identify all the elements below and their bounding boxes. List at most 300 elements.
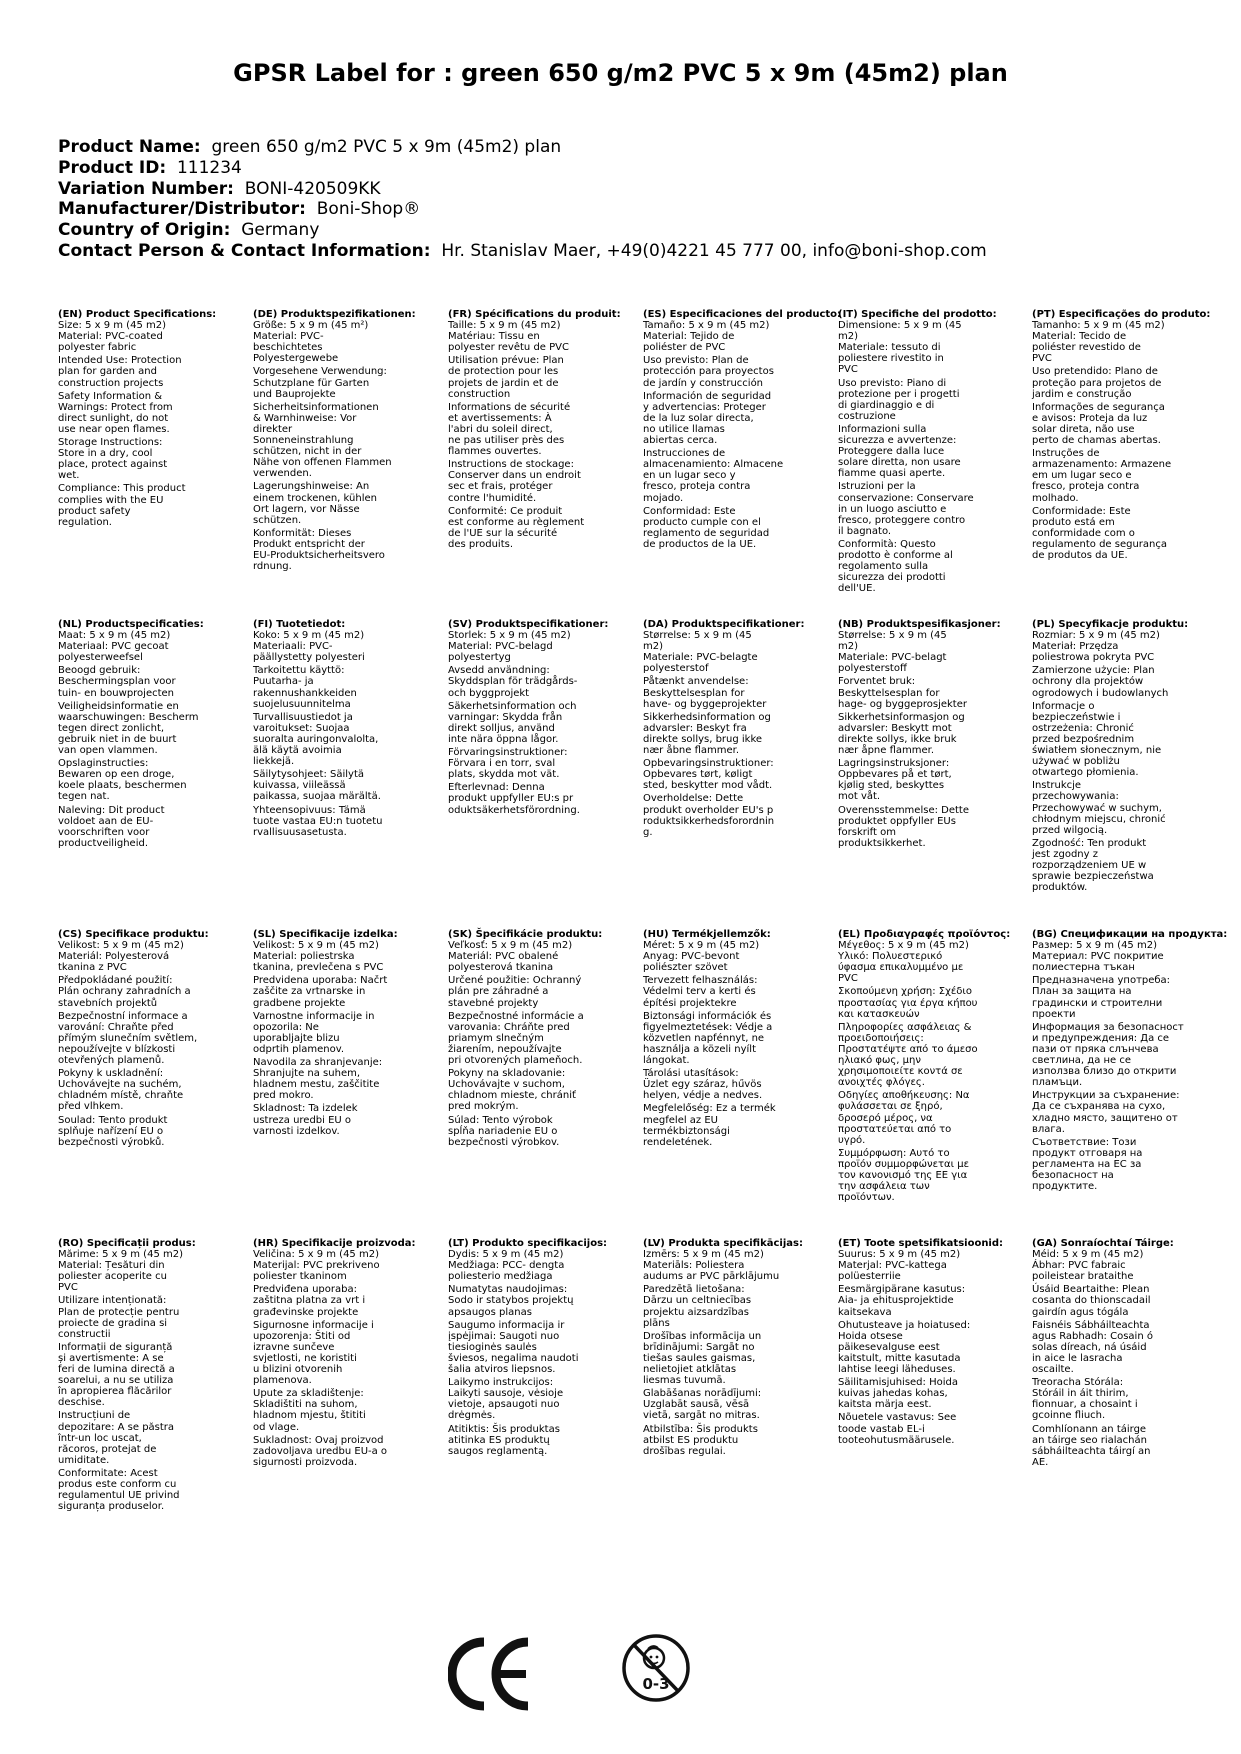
spec-line: Uzglabāt sausā, vēsā (643, 1399, 750, 1411)
spec-paragraph (253, 940, 449, 973)
spec-paragraph (448, 701, 644, 745)
spec-paragraph (838, 1284, 1034, 1317)
spec-paragraph (838, 940, 1034, 984)
spec-line: Lagringsinstruksjoner: (838, 758, 950, 770)
spec-line: poliéster revestido de (1032, 342, 1141, 354)
spec-line: chłodnym miejscu, chronić (1032, 813, 1166, 825)
spec-paragraph (838, 1148, 1034, 1203)
info-key: Product ID: (58, 157, 167, 178)
spec-paragraph (253, 402, 449, 480)
spec-line: Sigurnosne informacije i (253, 1319, 374, 1331)
spec-line: direkte sollys, ikke bruk (838, 733, 957, 745)
spec-line: svjetlosti, ne koristiti (253, 1352, 357, 1364)
spec-line: Μέγεθος: 5 x 9 m (45 m2) (838, 940, 969, 952)
spec-paragraph (448, 1249, 644, 1282)
spec-line: di giardinaggio e di (838, 399, 935, 411)
spec-line: advarsler: Beskyt fra (643, 722, 747, 734)
spec-line: Proteggere dalla luce (838, 446, 945, 458)
spec-line: il bagnato. (838, 525, 892, 537)
spec-line: Védelmi terv a kerti és (643, 986, 756, 998)
spec-line: varningar: Skydda från (448, 711, 563, 723)
spec-block-title: (PL) Specyfikacje produktu: (1032, 619, 1189, 630)
spec-line: use near open flames. (58, 423, 170, 435)
spec-paragraph (58, 805, 254, 849)
spec-line: oscailte. (1032, 1364, 1074, 1376)
spec-line: Pokyny k uskladnění: (58, 1068, 164, 1080)
spec-paragraph (253, 630, 449, 663)
spec-line: Atitiktis: Šis produktas (448, 1423, 560, 1435)
spec-line: Veiligheidsinformatie en (58, 700, 179, 712)
spec-line: lángokat. (643, 1055, 690, 1067)
spec-line: splňuje nařízení EU o (58, 1125, 164, 1137)
spec-paragraph (643, 1284, 839, 1328)
spec-block (643, 309, 842, 552)
spec-line: produkt uppfyller EU:s pr (448, 793, 574, 805)
spec-line: stavebních projektů (58, 997, 158, 1009)
info-value: BONI-420509KK (244, 178, 381, 199)
spec-paragraph (643, 391, 839, 446)
spec-line: Materiale: tessuto di (838, 342, 941, 354)
spec-block-title: (ET) Toote spetsifikatsioonid: (838, 1238, 1004, 1249)
spec-paragraph (448, 1284, 644, 1317)
spec-line: fresco, proteja contra (1032, 481, 1140, 493)
spec-paragraph (448, 320, 644, 353)
spec-line: Conformidade: Este (1032, 505, 1131, 517)
spec-line: siguranța produselor. (58, 1501, 165, 1513)
spec-line: depozitare: A se păstra (58, 1421, 175, 1433)
spec-line: varování: Chraňte před (58, 1021, 174, 1033)
spec-line: Størrelse: 5 x 9 m (45 (643, 630, 752, 642)
spec-line: Tamaño: 5 x 9 m (45 m2) (643, 320, 770, 332)
spec-line: Dārzu un celtniecības (643, 1295, 752, 1307)
spec-line: και κατασκευών (838, 1008, 920, 1020)
spec-line: tkanina z PVC (58, 962, 127, 974)
spec-paragraph (643, 1103, 839, 1147)
spec-paragraph (448, 975, 644, 1008)
spec-line: sicurezza dei prodotti (838, 572, 946, 584)
spec-paragraph (838, 630, 1034, 674)
spec-paragraph (448, 355, 644, 399)
spec-paragraph (253, 1320, 449, 1387)
spec-paragraph (838, 1090, 1034, 1145)
spec-line: Store in a dry, cool (58, 448, 153, 460)
spec-line: en un lugar seco y (643, 470, 736, 482)
spec-line: în apropierea flăcărilor (58, 1386, 172, 1398)
spec-line: hladnom mjestu, štititi (253, 1410, 366, 1422)
spec-line: προϊόντων. (838, 1192, 895, 1204)
spec-paragraph (643, 1388, 839, 1421)
spec-paragraph (253, 1388, 449, 1432)
spec-block-title: (PT) Especificações do produto: (1032, 309, 1211, 320)
spec-line: paikassa, suojaa märältä. (253, 791, 381, 803)
spec-line: product safety (58, 505, 131, 517)
spec-line: χρησιμοποιείτε κοντά σε (838, 1066, 963, 1078)
spec-paragraph (58, 1115, 254, 1148)
spec-line: Sikkerhedsinformation og (643, 711, 771, 723)
spec-line: stavebné projekty (448, 997, 539, 1009)
spec-line: sábháilteachta táirgí an (1032, 1445, 1151, 1457)
spec-paragraph (253, 481, 449, 525)
spec-paragraph (1032, 665, 1228, 698)
spec-block-title: (SK) Špecifikácie produktu: (448, 929, 603, 940)
spec-line: Izmērs: 5 x 9 m (45 m2) (643, 1249, 764, 1261)
spec-paragraph (643, 1424, 839, 1457)
spec-paragraph (448, 782, 644, 815)
spec-line: poliester acoperite cu (58, 1271, 167, 1283)
spec-line: m2) (643, 641, 664, 653)
svg-text:0-3: 0-3 (642, 1675, 670, 1693)
spec-line: używać w pobliżu (1032, 756, 1120, 768)
spec-line: Turvallisuustiedot ja (253, 711, 353, 723)
spec-paragraph (643, 630, 839, 674)
spec-line: plāns (643, 1317, 670, 1329)
spec-line: gradbene projekte (253, 997, 346, 1009)
spec-line: jest zgodny z (1032, 848, 1098, 860)
info-value: Germany (241, 220, 320, 241)
spec-line: Veličina: 5 x 9 m (45 m2) (253, 1249, 379, 1261)
spec-line: προειδοποιήσεις: (838, 1032, 924, 1044)
spec-line: PVC (838, 973, 858, 985)
spec-paragraph (1032, 701, 1228, 779)
spec-line: Σκοπούμενη χρήση: Σχέδιο (838, 986, 972, 998)
spec-line: de productos de la UE. (643, 538, 757, 550)
spec-line: direkter (253, 423, 293, 435)
spec-line: Skyddsplan för trädgårds- (448, 676, 578, 688)
spec-paragraph (253, 1011, 449, 1055)
spec-line: Plan de protecție pentru (58, 1306, 180, 1318)
spec-line: Προστατέψτε από το άμεσο (838, 1043, 978, 1055)
spec-block-title: (LT) Produkto specifikacijos: (448, 1238, 608, 1249)
spec-line: agus Rabhadh: Cosain ó (1032, 1330, 1153, 1342)
spec-line: Instrucciones de (643, 448, 726, 460)
spec-line: Utilizare intenționată: (58, 1295, 167, 1307)
spec-paragraph (838, 539, 1034, 594)
info-row (58, 158, 1198, 179)
spec-line: an táirge seo rialachán (1032, 1434, 1147, 1446)
spec-block (253, 619, 449, 840)
spec-paragraph (1032, 838, 1228, 893)
info-value: green 650 g/m2 PVC 5 x 9m (45m2) plan (211, 137, 562, 157)
spec-line: Laikymo instrukcijos: (448, 1377, 554, 1389)
spec-line: Πληροφορίες ασφάλειας & (838, 1021, 972, 1033)
spec-line: gcoinne fliuch. (1032, 1410, 1106, 1422)
spec-line: építési projektekre (643, 997, 737, 1009)
spec-line: Storlek: 5 x 9 m (45 m2) (448, 630, 571, 642)
spec-line: varnosti izdelkov. (253, 1125, 340, 1137)
spec-paragraph (643, 1011, 839, 1066)
spec-paragraph (448, 402, 644, 457)
info-key: Variation Number: (58, 178, 234, 199)
spec-line: Beskyttelsesplan for (838, 687, 940, 699)
spec-paragraph (1032, 506, 1228, 561)
spec-line: Material: Tejido de (643, 331, 735, 343)
spec-line: pri otvorených plameňoch. (448, 1055, 583, 1067)
spec-line: Materiál: PVC obalené (448, 951, 559, 963)
spec-line: Skladnost: Ta izdelek (253, 1103, 358, 1115)
info-value: Boni-Shop® (316, 199, 421, 220)
spec-line: Förvaringsinstruktioner: (448, 747, 568, 759)
spec-line: kuivassa, viileässä (253, 780, 346, 792)
spec-block (643, 619, 839, 840)
spec-line: tegen nat. (58, 791, 110, 803)
spec-line: termékbiztonsági (643, 1125, 730, 1137)
spec-line: Materjal: PVC-kattega (838, 1260, 947, 1272)
spec-line: est conforme au règlement (448, 516, 585, 528)
spec-line: Comhlíonann an táirge (1032, 1423, 1147, 1435)
spec-block-title: (EN) Product Specifications: (58, 309, 217, 320)
spec-line: conformidade com o (1032, 527, 1135, 539)
spec-line: Mărime: 5 x 9 m (45 m2) (58, 1249, 183, 1261)
spec-paragraph (58, 1011, 254, 1066)
spec-paragraph (58, 355, 254, 388)
spec-paragraph (1032, 1320, 1228, 1375)
spec-line: ύφασμα επικαλυμμένο με (838, 962, 964, 974)
spec-line: Bezpečnostné informácie a (448, 1010, 584, 1022)
spec-line: abiertas cerca. (643, 435, 718, 447)
spec-line: Produkt entspricht der (253, 538, 365, 550)
spec-line: безопасност на (1032, 1169, 1114, 1181)
spec-block-title: (NL) Productspecificaties: (58, 619, 204, 630)
spec-line: poliestere rivestito in (838, 353, 944, 365)
info-row (58, 241, 1198, 262)
spec-line: almacenamiento: Almacene (643, 459, 784, 471)
spec-line: projektu aizsardzības (643, 1306, 750, 1318)
not-for-children-0-3-icon (620, 1628, 692, 1720)
spec-line: varoitukset: Suojaa (253, 722, 350, 734)
spec-line: Uchovávejte na suchém, (58, 1079, 182, 1091)
spec-line: Predviđena uporaba: (253, 1284, 357, 1296)
spec-line: Conformità: Questo (838, 538, 936, 550)
spec-line: bezpečnosti výrobkov. (448, 1136, 560, 1148)
spec-line: polyesterstof (643, 663, 709, 675)
spec-block (448, 929, 644, 1150)
spec-line: AE. (1032, 1456, 1049, 1468)
spec-line: įspėjimai: Saugoti nuo (448, 1330, 560, 1342)
spec-line: Velikost: 5 x 9 m (45 m2) (58, 940, 184, 952)
spec-paragraph (1032, 1249, 1228, 1282)
spec-paragraph (58, 391, 254, 435)
spec-line: Yhteensopivuus: Tämä (253, 804, 366, 816)
spec-line: Instructions de stockage: (448, 459, 574, 471)
spec-line: contre l'humidité. (448, 492, 537, 504)
spec-line: polyesterová tkanina (448, 962, 554, 974)
spec-line: Съответствие: Този (1032, 1136, 1137, 1148)
spec-line: šalia atviros liepsnos. (448, 1364, 556, 1376)
spec-line: Üzlet egy száraz, hűvös (643, 1079, 762, 1091)
spec-line: construction projects (58, 377, 164, 389)
spec-block-title: (HU) Termékjellemzők: (643, 929, 771, 940)
spec-line: koele plaats, beschermen (58, 780, 187, 792)
spec-line: Navodila za shranjevanje: (253, 1057, 383, 1069)
spec-line: roduktsikkerhedsforordnin (643, 815, 775, 827)
spec-line: m2) (838, 331, 859, 343)
spec-line: žiarením, nepoužívajte (448, 1043, 562, 1055)
spec-line: PVC (1032, 353, 1052, 365)
spec-paragraph (838, 758, 1034, 802)
spec-block (1032, 1238, 1228, 1470)
spec-block-title: (CS) Specifikace produktu: (58, 929, 209, 940)
spec-line: saugos reglamentą. (448, 1445, 548, 1457)
spec-line: waarschuwingen: Bescherm (58, 711, 199, 723)
spec-line: Koko: 5 x 9 m (45 m2) (253, 630, 365, 642)
spec-line: și avertismente: A se (58, 1352, 164, 1364)
spec-line: Veľkosť: 5 x 9 m (45 m2) (448, 940, 573, 952)
spec-paragraph (643, 1068, 839, 1101)
spec-line: Suurus: 5 x 9 m (45 m2) (838, 1249, 961, 1261)
spec-line: beschichtetes (253, 342, 323, 354)
spec-paragraph (58, 1068, 254, 1112)
spec-line: Informações de segurança (1032, 401, 1165, 413)
spec-block (253, 929, 449, 1139)
spec-line: solar direta, não use (1032, 423, 1135, 435)
spec-line: Paredzētā lietošana: (643, 1284, 745, 1296)
spec-line: regulamento de segurança (1032, 538, 1168, 550)
spec-line: EU-Produktsicherheitsvero (253, 549, 385, 561)
spec-line: Informacje o (1032, 700, 1095, 712)
spec-line: προστατεύεται από το (838, 1123, 952, 1135)
spec-line: liekkejä. (253, 756, 295, 768)
spec-line: Stóráil in áit thirim, (1032, 1388, 1129, 1400)
spec-line: proiecte de gradina si (58, 1317, 168, 1329)
spec-line: Opbevaringsinstruktioner: (643, 758, 774, 770)
spec-line: fresco, proteggere contro (838, 514, 966, 526)
spec-block (1032, 929, 1228, 1194)
spec-line: δροσερό μέρος, να (838, 1112, 933, 1124)
spec-paragraph (1032, 975, 1228, 1019)
spec-block (448, 619, 644, 818)
spec-block-title: (FR) Spécifications du produit: (448, 309, 621, 320)
spec-line: Nähe von offenen Flammen (253, 457, 392, 469)
spec-line: Bezpečnostní informace a (58, 1010, 188, 1022)
spec-line: spĺňa nariadenie EU o (448, 1125, 558, 1137)
spec-line: produto está em (1032, 516, 1115, 528)
spec-line: inte nära öppna lågor. (448, 733, 559, 745)
spec-paragraph (1032, 1090, 1228, 1134)
spec-block-title: (SL) Specifikacije izdelka: (253, 929, 398, 940)
spec-line: Informații de siguranță (58, 1341, 173, 1353)
spec-paragraph (58, 1468, 254, 1512)
spec-line: od vlage. (253, 1421, 300, 1433)
spec-line: Laikyti sausoje, vėsioje (448, 1388, 564, 1400)
spec-paragraph (58, 758, 254, 802)
spec-paragraph (448, 940, 644, 973)
spec-paragraph (643, 506, 839, 550)
spec-line: Materiál: Polyesterová (58, 951, 170, 963)
spec-line: vietā, sargāt no mitras. (643, 1410, 760, 1422)
spec-line: Instrukcje (1032, 780, 1082, 792)
spec-line: Oppbevares på et tørt, (838, 769, 952, 781)
spec-line: Material: Țesături din (58, 1260, 165, 1272)
spec-line: Conserver dans un endroit (448, 470, 581, 482)
spec-paragraph (1032, 1377, 1228, 1421)
info-key: Manufacturer/Distributor: (58, 199, 306, 220)
spec-paragraph (58, 940, 254, 973)
spec-line: Upute za skladištenje: (253, 1388, 364, 1400)
info-value: Hr. Stanislav Maer, +49(0)4221 45 777 00, info@boni-shop.com (441, 240, 987, 261)
spec-line: & Warnhinweise: Vor (253, 412, 357, 424)
spec-line: drėgmės. (448, 1410, 496, 1422)
spec-line: dell'UE. (838, 583, 876, 595)
spec-line: Säilitamisjuhised: Hoida (838, 1377, 958, 1389)
spec-block-title: (ES) Especificaciones del producto: (643, 309, 842, 320)
spec-paragraph (253, 1435, 449, 1468)
spec-line: schützen. (253, 514, 302, 526)
spec-line: sec et frais, protéger (448, 481, 553, 493)
spec-line: jardim e construção (1032, 388, 1132, 400)
spec-paragraph (643, 1331, 839, 1386)
spec-line: flammes ouvertes. (448, 446, 542, 458)
spec-block (448, 1238, 644, 1459)
spec-line: градински и строителни (1032, 997, 1163, 1009)
spec-line: suojelusuunnitelma (253, 698, 351, 710)
info-row (58, 220, 1198, 241)
spec-line: Размер: 5 x 9 m (45 m2) (1032, 940, 1157, 952)
spec-line: полиестерна тъкан (1032, 962, 1135, 974)
spec-paragraph (448, 1320, 644, 1375)
spec-line: την ασφάλεια των (838, 1181, 930, 1193)
spec-line: Dydis: 5 x 9 m (45 m2) (448, 1249, 564, 1261)
spec-line: пламъци. (1032, 1077, 1083, 1089)
spec-line: Size: 5 x 9 m (45 m2) (58, 320, 166, 332)
spec-line: em um lugar seco e (1032, 470, 1132, 482)
spec-line: Beoogd gebruik: (58, 665, 141, 677)
spec-line: използва близо до открити (1032, 1066, 1177, 1078)
spec-line: plan for garden and (58, 366, 157, 378)
spec-paragraph (253, 712, 449, 767)
spec-line: Tarkoitettu käyttö: (253, 665, 345, 677)
spec-line: odprtih plamenov. (253, 1043, 345, 1055)
spec-paragraph (838, 712, 1034, 756)
spec-line: direkte sollys, brug ikke (643, 733, 763, 745)
spec-line: Anyag: PVC-bevont (643, 951, 740, 963)
spec-line: nepoužívejte v blízkosti (58, 1043, 176, 1055)
spec-line: przed wilgocią. (1032, 824, 1108, 836)
spec-line: pred mokrým. (448, 1101, 519, 1113)
spec-paragraph (643, 758, 839, 791)
spec-line: Méret: 5 x 9 m (45 m2) (643, 940, 760, 952)
spec-line: regulation. (58, 516, 112, 528)
spec-line: atbilst ES produktu (643, 1434, 739, 1446)
spec-block-title: (EL) Προδιαγραφές προϊόντος: (838, 929, 1011, 940)
spec-line: figyelmeztetések: Védje a (643, 1021, 773, 1033)
spec-line: Maat: 5 x 9 m (45 m2) (58, 630, 171, 642)
spec-line: Størrelse: 5 x 9 m (45 (838, 630, 947, 642)
spec-line: Material: Tecido de (1032, 331, 1127, 343)
info-row (58, 179, 1198, 200)
spec-line: građevinske projekte (253, 1306, 359, 1318)
spec-line: producto cumple con el (643, 516, 761, 528)
spec-line: ανοιχτές φλόγες. (838, 1077, 925, 1089)
spec-paragraph (643, 320, 839, 353)
spec-paragraph (643, 448, 839, 503)
spec-line: upozorenja: Štiti od (253, 1330, 351, 1342)
spec-block-title: (DA) Produktspecifikationer: (643, 619, 805, 630)
spec-line: Puutarha- ja (253, 676, 314, 688)
spec-line: Efterlevnad: Denna (448, 782, 545, 794)
spec-block (838, 619, 1034, 851)
spec-block (643, 929, 839, 1150)
spec-line: Atbilstība: Šis produkts (643, 1423, 758, 1435)
spec-paragraph (643, 676, 839, 709)
spec-line: costruzione (838, 410, 896, 422)
spec-line: Rozmiar: 5 x 9 m (45 m2) (1032, 630, 1160, 642)
spec-line: Lagerungshinweise: An (253, 481, 370, 493)
spec-line: fionnuar, a chosaint i (1032, 1399, 1138, 1411)
spec-line: Predvidena uporaba: Načrt (253, 975, 388, 987)
spec-line: perto de chamas abertas. (1032, 435, 1161, 447)
spec-block (58, 929, 254, 1150)
spec-line: m2) (838, 641, 859, 653)
